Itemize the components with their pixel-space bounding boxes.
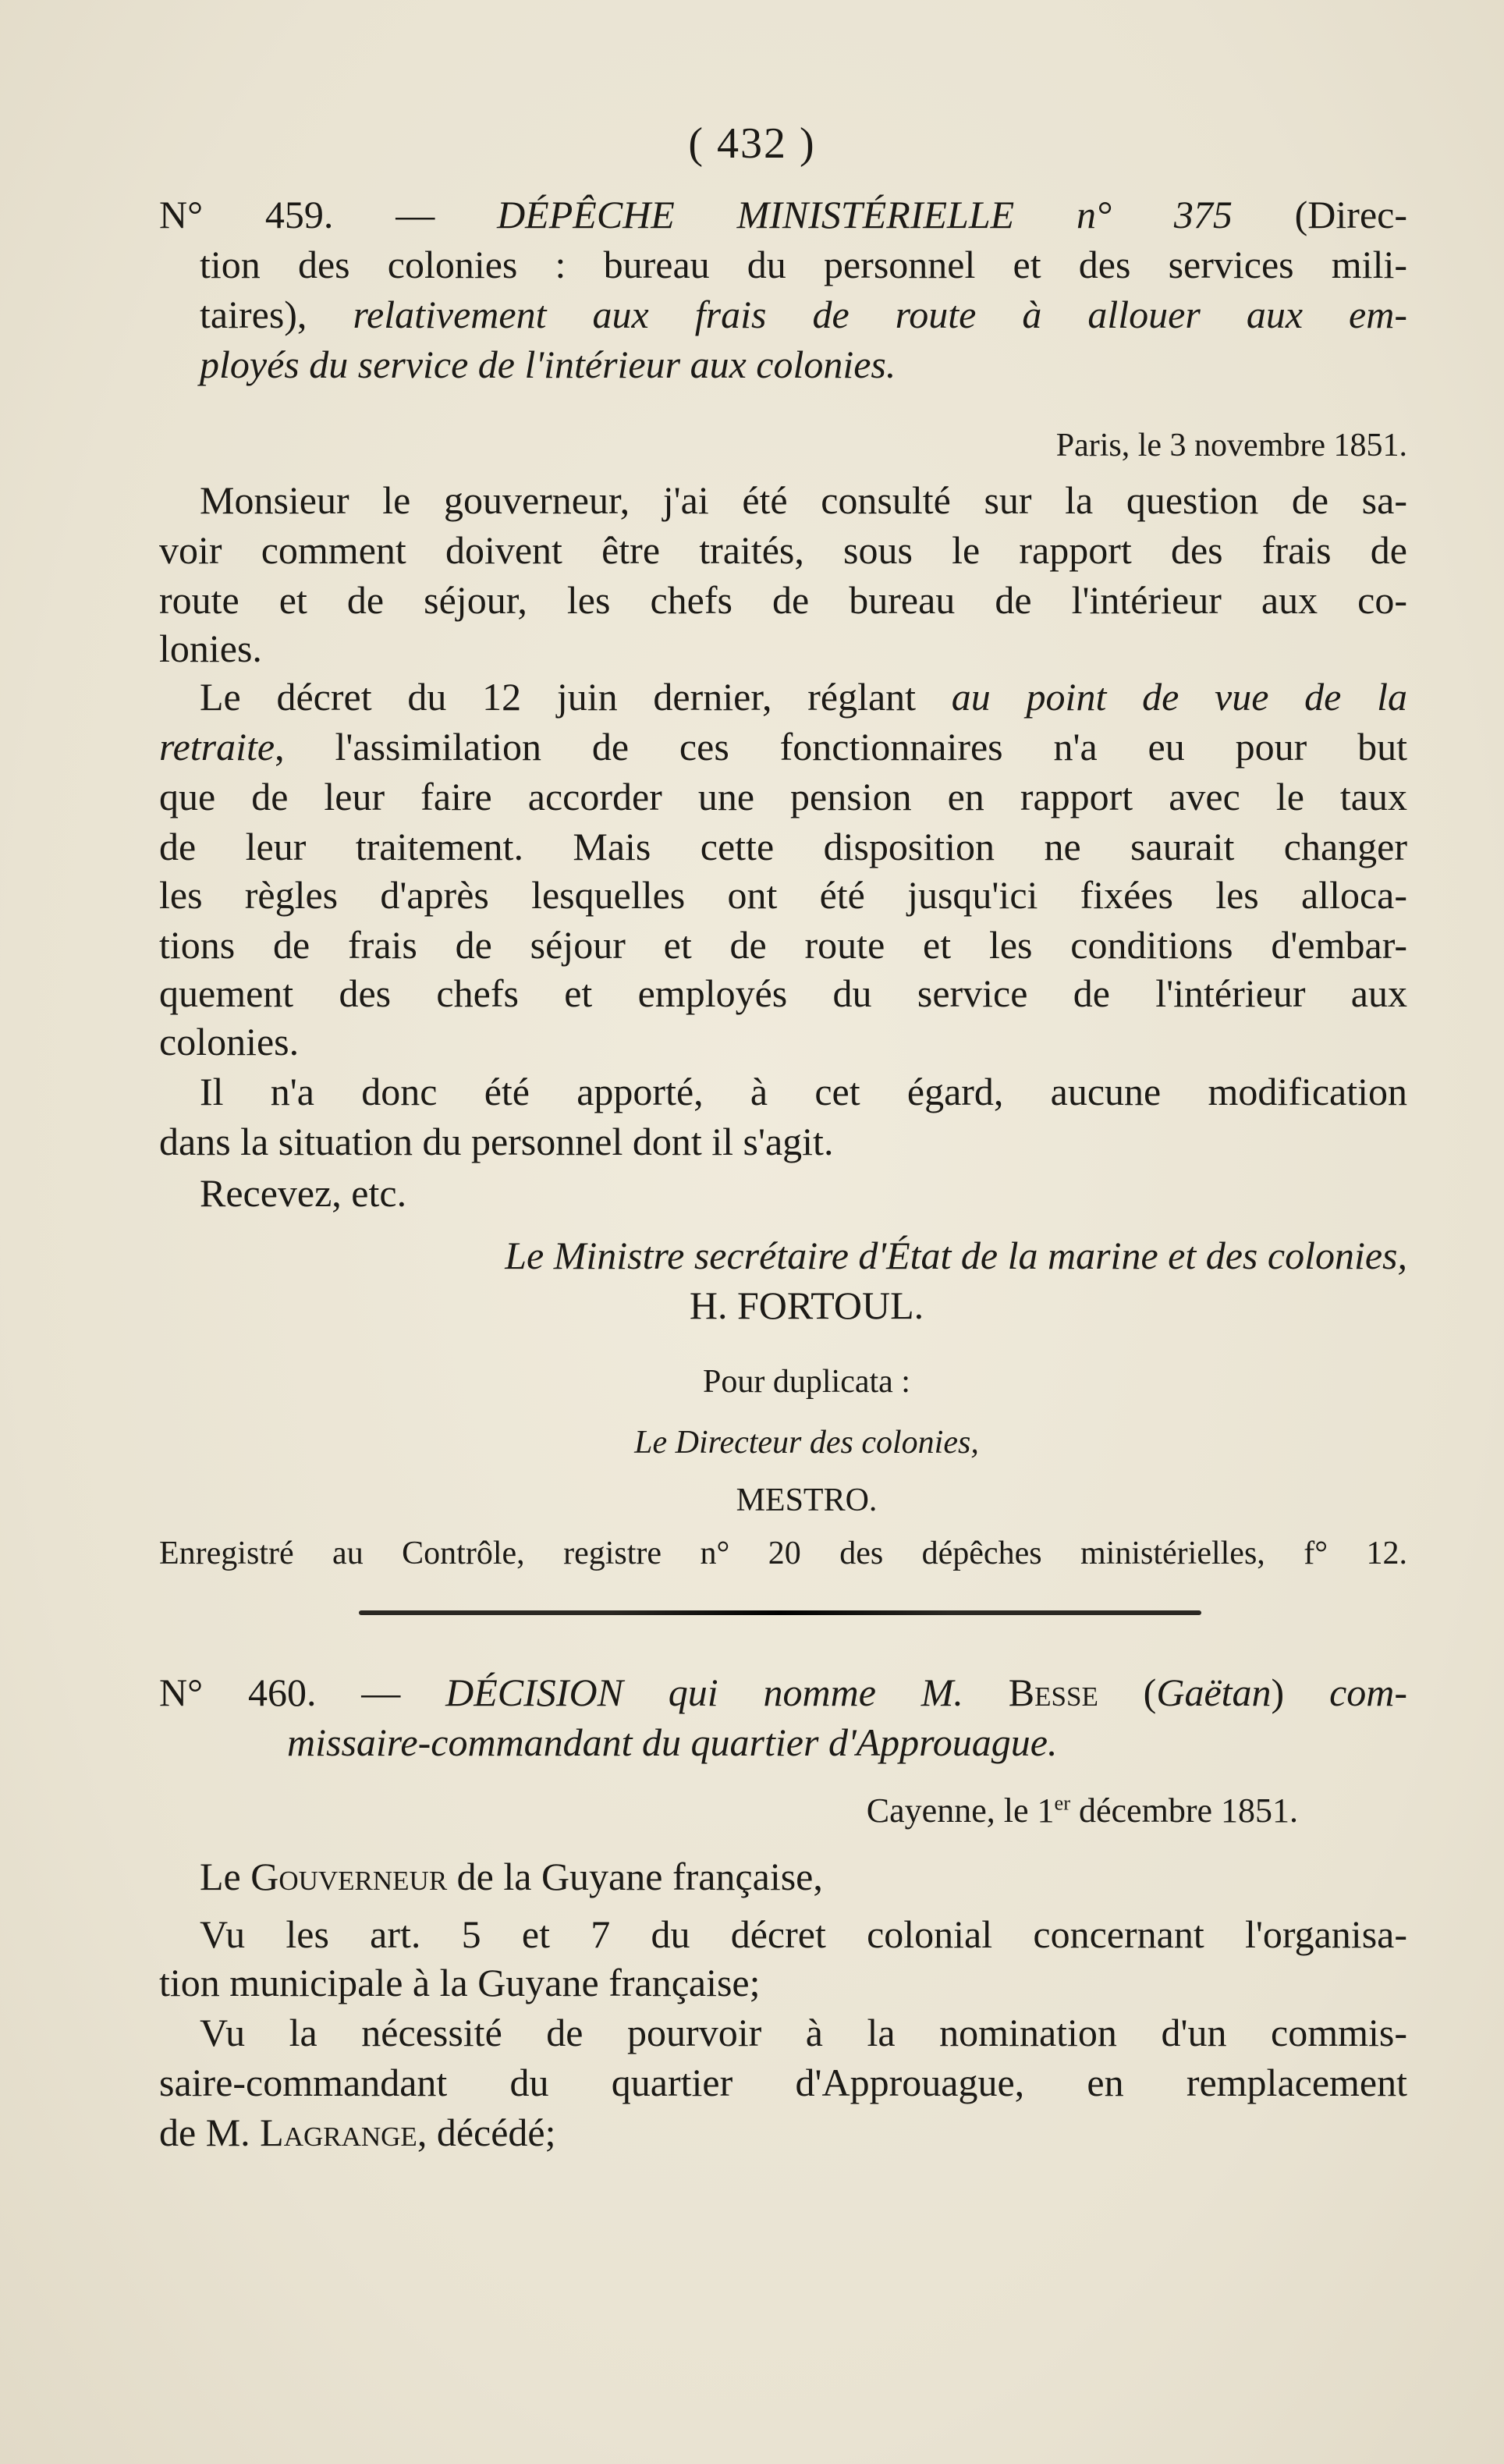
entry-460-title: DÉCISION: [445, 1670, 623, 1714]
duplicata-note: Pour duplicata :: [703, 1364, 910, 1400]
entry-460-heading-line-1: N° 460. — DÉCISION qui nomme M. Besse (Gaëtan) com-: [159, 1670, 1408, 1714]
paragraph-3-line: dans la situation du personnel dont il s'agit.: [159, 1120, 834, 1163]
paragraph-2-line: quement des chefs et employés du service de l'intérieur aux: [159, 971, 1407, 1015]
paragraph-2-line: colonies.: [159, 1020, 300, 1063]
paragraph-1-line: voir comment doivent être traités, sous le rapport des frais de: [159, 528, 1407, 572]
paragraph-2-line: de leur traitement. Mais cette disposition ne saurait changer: [159, 825, 1407, 868]
considerant-1-line: tion municipale à la Guyane française;: [159, 1961, 761, 2004]
entry-460-dateline: Cayenne, le 1er décembre 1851.: [866, 1791, 1298, 1830]
section-divider: [359, 1610, 1201, 1615]
director-signature: MESTRO.: [736, 1482, 878, 1518]
entry-459-heading-line-1: N° 459. — DÉPÊCHE MINISTÉRIELLE n° 375 (Direc-: [159, 193, 1407, 236]
paragraph-1-line: lonies.: [159, 627, 262, 670]
paragraph-3-line: Il n'a donc été apporté, à cet égard, aucune modification: [200, 1070, 1407, 1113]
page-number: ( 432 ): [688, 119, 816, 168]
entry-459-title: DÉPÊCHE MINISTÉRIELLE: [497, 193, 1015, 236]
registration-note: Enregistré au Contrôle, registre n° 20 des dépêches ministérielles, f° 12.: [159, 1536, 1407, 1571]
paragraph-2-line: les règles d'après lesquelles ont été jusqu'ici fixées les alloca-: [159, 873, 1407, 917]
director-title: Le Directeur des colonies,: [634, 1425, 979, 1461]
paragraph-2-line: tions de frais de séjour et de route et les conditions d'embar-: [159, 923, 1407, 967]
entry-459-dateline: Paris, le 3 novembre 1851.: [1055, 428, 1407, 463]
considerant-1-line: Vu les art. 5 et 7 du décret colonial concernant l'organisa-: [200, 1912, 1407, 1956]
paragraph-1-line: route et de séjour, les chefs de bureau de l'intérieur aux co-: [159, 578, 1407, 622]
entry-460-heading-line-2: missaire-commandant du quartier d'Approuague.: [287, 1720, 1058, 1764]
paragraph-2-line: que de leur faire accorder une pension en rapport avec le taux: [159, 775, 1407, 818]
closing-formula: Recevez, etc.: [200, 1171, 407, 1215]
paragraph-1-line: Monsieur le gouverneur, j'ai été consulté sur la question de sa-: [200, 478, 1407, 522]
entry-459-heading-line-4: ployés du service de l'intérieur aux colonies.: [200, 343, 896, 386]
paragraph-2-line: retraite, l'assimilation de ces fonctionnaires n'a eu pour but: [159, 725, 1407, 769]
governor-line: Le Gouverneur de la Guyane française,: [200, 1855, 823, 1898]
entry-459-heading-line-3: taires), relativement aux frais de route à allouer aux em-: [200, 293, 1407, 336]
considerant-2-line: de M. Lagrange, décédé;: [159, 2111, 556, 2154]
minister-signature: H. FORTOUL.: [689, 1283, 924, 1327]
minister-title: Le Ministre secrétaire d'État de la marine et des colonies,: [505, 1234, 1407, 1277]
considerant-2-line: saire-commandant du quartier d'Approuague, en remplacement: [159, 2061, 1407, 2104]
paragraph-2-line: Le décret du 12 juin dernier, réglant au point de vue de la: [200, 675, 1407, 719]
considerant-2-line: Vu la nécessité de pourvoir à la nomination d'un commis-: [200, 2011, 1407, 2054]
entry-459-heading-line-2: tion des colonies : bureau du personnel et des services mili-: [200, 243, 1407, 286]
